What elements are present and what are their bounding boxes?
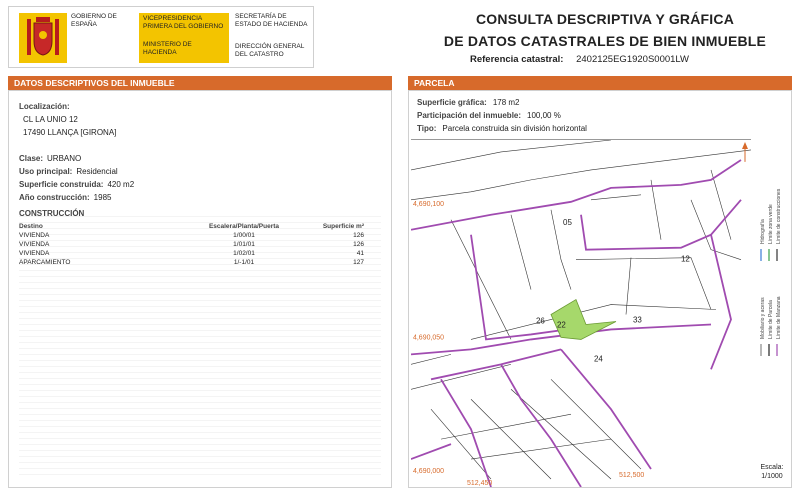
address-line-2: 17490 LLANÇA [GIRONA] [23, 128, 117, 137]
parcel-number: 12 [681, 254, 690, 264]
vicepresidencia-label: VICEPRESIDENCIA PRIMERA DEL GOBIERNO [143, 15, 224, 30]
coordinate-label: 4,690,050 [413, 334, 445, 342]
superficie-value: 420 m2 [107, 180, 135, 189]
table-row [19, 258, 369, 267]
scale-value: 1/1000 [761, 473, 783, 480]
gov-name: GOBIERNO DE ESPAÑA [71, 13, 117, 28]
reference-line [470, 54, 689, 65]
government-header [8, 6, 314, 68]
descriptive-section-header: DATOS DESCRIPTIVOS DEL INMUEBLE [8, 76, 392, 90]
table-row [19, 231, 369, 240]
legend-item: Límite de Parcela [768, 300, 774, 339]
superficie-grafica [417, 97, 520, 108]
document-title [420, 8, 790, 52]
table-row [19, 249, 369, 258]
title-line-1: CONSULTA DESCRIPTIVA Y GRÁFICA [475, 11, 734, 27]
coat-of-arms-icon [19, 13, 67, 63]
legend-item: Mobiliario y aceras [760, 297, 766, 339]
parcel-number: 26 [536, 316, 545, 326]
legend-item: Límite zona verde [768, 204, 774, 244]
superficie-field [19, 179, 134, 190]
parcel-number: 05 [563, 217, 572, 227]
cell-superficie: 126 [353, 232, 364, 239]
anio-label: Año construcción: [19, 193, 90, 202]
legend-item: Hidrografía [760, 219, 766, 244]
anio-value: 1985 [93, 193, 112, 202]
uso-label: Uso principal: [19, 167, 73, 176]
gov-label [71, 13, 131, 29]
parcel-panel [408, 90, 792, 488]
cell-superficie: 126 [353, 241, 364, 248]
uso-value: Residencial [76, 167, 118, 176]
participacion [417, 110, 561, 121]
table-row [19, 240, 369, 249]
legend-item: Límite de Manzana [776, 296, 782, 339]
tipo [417, 123, 587, 134]
direction-block [235, 13, 313, 59]
localizacion-label: Localización: [19, 102, 70, 111]
sup-grafica-label: Superficie gráfica: [417, 98, 487, 107]
uso-field [19, 166, 118, 177]
cell-destino: VIVIENDA [19, 232, 50, 239]
table-header-row [19, 222, 369, 231]
participacion-label: Participación del inmueble: [417, 111, 522, 120]
address-line-1: CL LA UNIO 12 [23, 115, 78, 124]
secretaria-label: SECRETARÍA DE ESTADO DE HACIENDA [235, 13, 308, 28]
coordinate-label: 4,690,000 [413, 468, 445, 476]
anio-field [19, 192, 111, 203]
map-legend [755, 139, 789, 459]
cell-escalera: 1/02/01 [233, 250, 255, 257]
tipo-value: Parcela construida sin división horizontal [442, 124, 587, 133]
participacion-value: 100,00 % [527, 111, 561, 120]
ministerio-label: MINISTERIO DE HACIENDA [143, 41, 192, 56]
coordinate-label: 512,500 [619, 472, 645, 480]
parcel-number: 24 [594, 354, 603, 364]
title-line-2: DE DATOS CATASTRALES DE BIEN INMUEBLE [443, 33, 767, 49]
localizacion [19, 101, 116, 138]
header-destino: Destino [19, 223, 43, 230]
cell-escalera: 1/-1/01 [233, 259, 255, 266]
cell-superficie: 127 [353, 259, 364, 266]
parcel-number: 22 [557, 320, 566, 330]
coordinate-label: 4,690,100 [413, 200, 445, 208]
clase-value: URBANO [47, 154, 82, 163]
cell-destino: VIVIENDA [19, 250, 50, 257]
construccion-label: CONSTRUCCIÓN [19, 209, 85, 218]
parcel-section-header: PARCELA [408, 76, 792, 90]
header-superficie: Superficie m² [322, 223, 364, 230]
construccion-heading [19, 208, 84, 219]
ref-value: 2402125EG1920S0001LW [576, 54, 689, 65]
scale-label: Escala: [760, 464, 784, 471]
header-escalera: Escalera/Planta/Puerta [208, 223, 280, 230]
descriptive-panel [8, 90, 392, 488]
sup-grafica-value: 178 m2 [492, 98, 520, 107]
direccion-label: DIRECCIÓN GENERAL DEL CATASTRO [235, 43, 305, 58]
ref-label: Referencia catastral: [470, 54, 564, 65]
cell-escalera: 1/00/01 [233, 232, 255, 239]
map-scale [755, 463, 789, 481]
cell-escalera: 1/01/01 [233, 241, 255, 248]
legend-item: Límite de construcciones [776, 188, 782, 244]
cell-superficie: 41 [356, 250, 364, 257]
superficie-label: Superficie construida: [19, 180, 104, 189]
clase-field [19, 153, 81, 164]
tipo-label: Tipo: [417, 124, 437, 133]
cadastral-map [411, 139, 751, 487]
coordinate-label: 512,450 [467, 480, 493, 487]
cell-destino: VIVIENDA [19, 241, 50, 248]
clase-label: Clase: [19, 154, 44, 163]
construction-table [19, 222, 369, 267]
cell-destino: APARCAMIENTO [19, 259, 71, 266]
ministry-block [139, 13, 229, 63]
parcel-number: 33 [633, 315, 642, 325]
